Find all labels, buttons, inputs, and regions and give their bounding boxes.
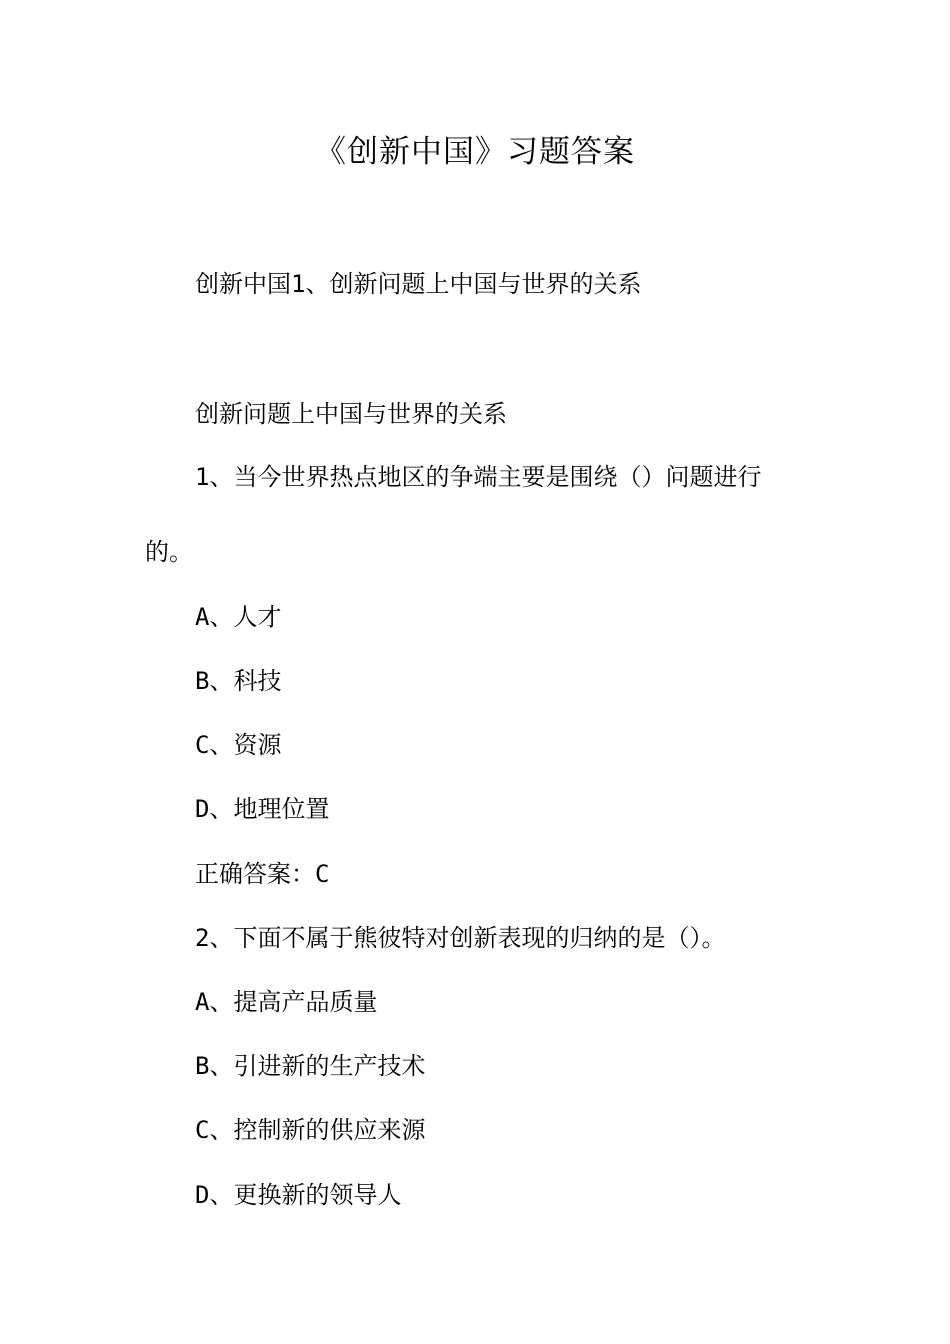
question-1-option-d: D、地理位置 [195,795,330,823]
document-title: 《创新中国》习题答案 [315,134,635,170]
subsection-heading: 创新问题上中国与世界的关系 [195,400,507,428]
question-2-option-c: C、控制新的供应来源 [195,1116,426,1144]
question-1-stem: 1、当今世界热点地区的争端主要是围绕（）问题进行 [195,463,762,491]
section-heading: 创新中国1、创新问题上中国与世界的关系 [195,270,642,298]
question-2-option-a: A、提高产品质量 [195,988,378,1016]
question-1-option-c: C、资源 [195,731,282,759]
question-1-stem-continued: 的。 [145,538,193,566]
question-1-option-a: A、人才 [195,603,282,631]
question-2-option-b: B、引进新的生产技术 [195,1052,426,1080]
question-2-stem: 2、下面不属于熊彼特对创新表现的归纳的是（）。 [195,924,726,952]
question-2-option-d: D、更换新的领导人 [195,1181,402,1209]
question-1-option-b: B、科技 [195,667,282,695]
question-1-answer: 正确答案：C [195,860,330,888]
